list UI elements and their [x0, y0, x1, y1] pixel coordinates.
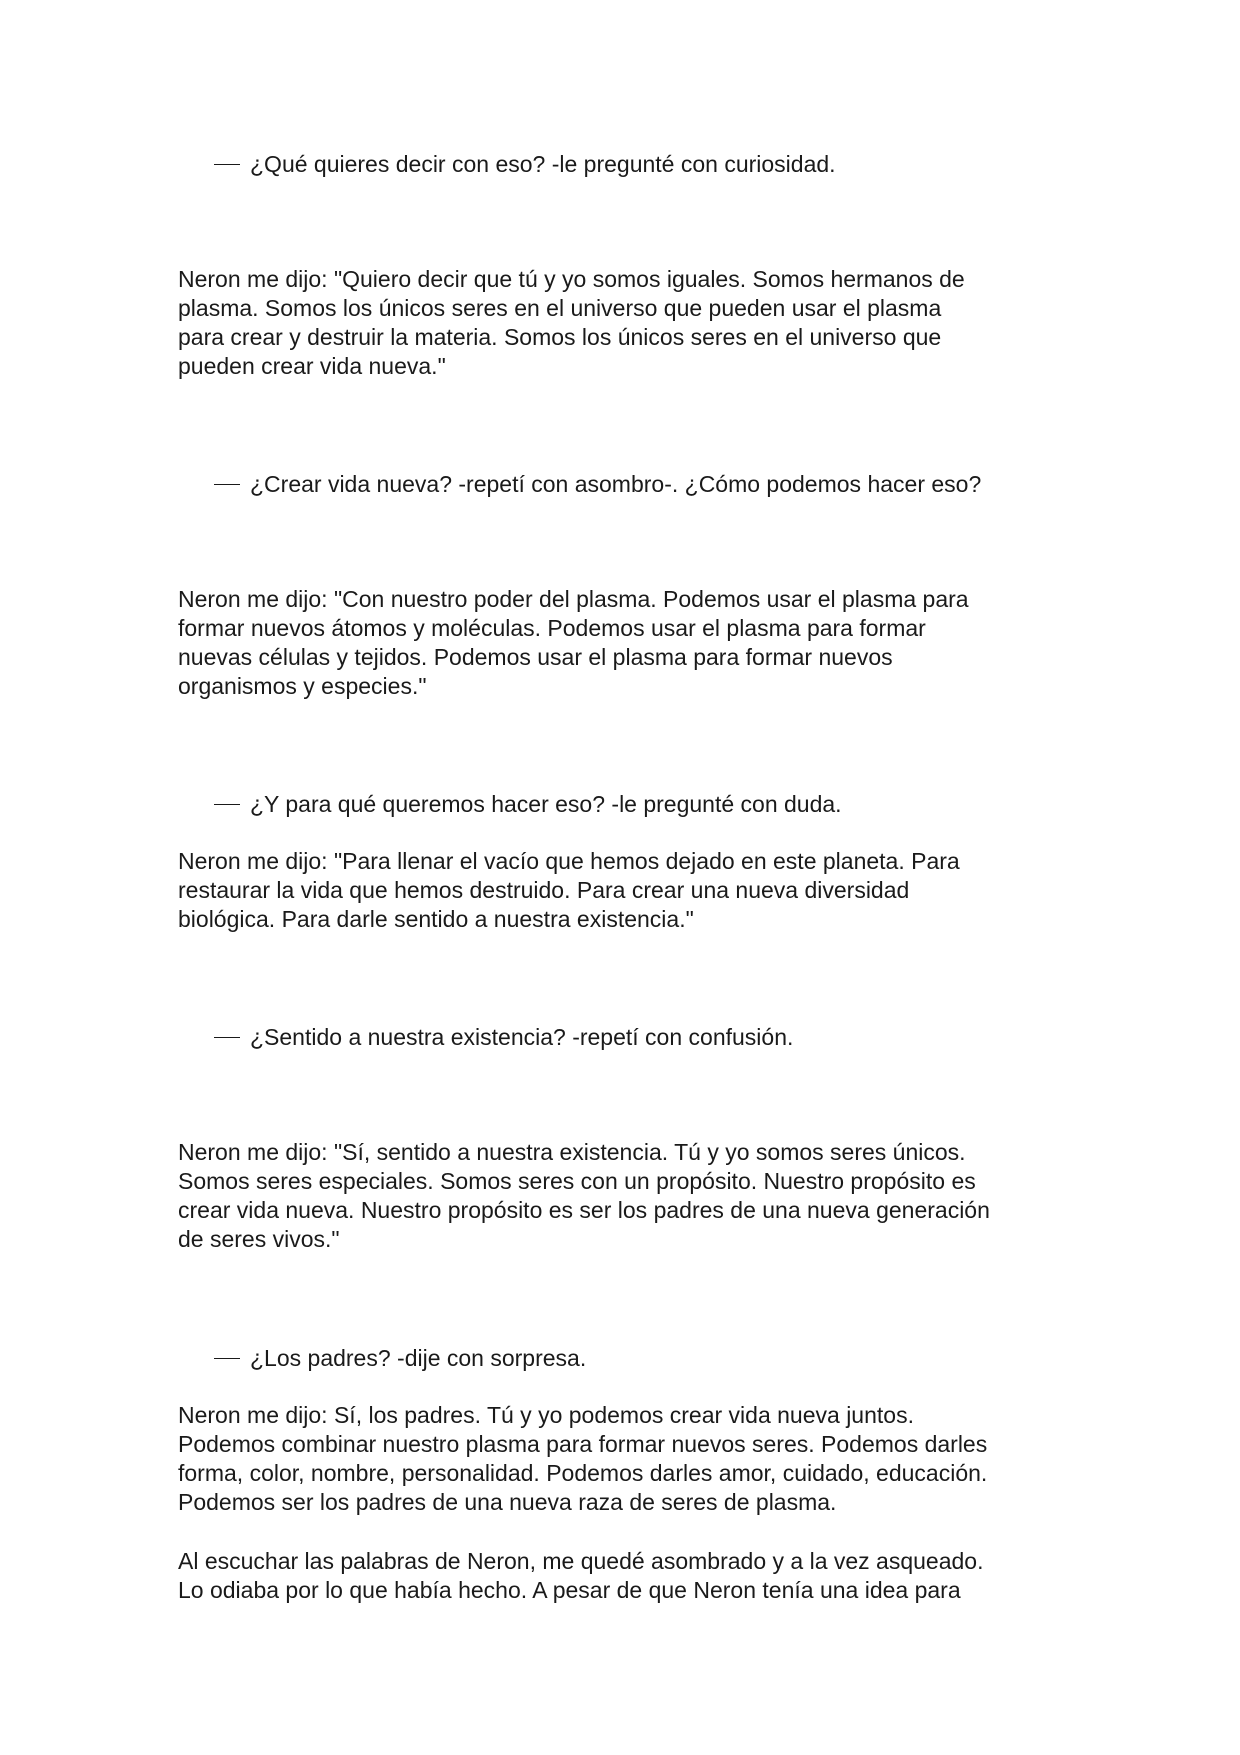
- dash-mark: [214, 1037, 240, 1038]
- dialogue-text: ¿Qué quieres decir con eso? -le pregunté con curiosidad.: [250, 151, 836, 177]
- dialogue-line: [214, 470, 981, 499]
- body-paragraph: Neron me dijo: "Quiero decir que tú y yo somos iguales. Somos hermanos de plasma. Somos los únicos seres en el universo que pueden usar el plasma para crear y destruir la materia. Somos los únicos seres en el universo que pueden crear vida nueva.": [178, 266, 965, 379]
- dash-mark: [214, 1358, 240, 1359]
- dash-mark: [214, 804, 240, 805]
- dialogue-line: [214, 1344, 586, 1373]
- dash-mark: [214, 164, 240, 165]
- dash-mark: [214, 484, 240, 485]
- dialogue-line: [214, 790, 842, 819]
- dialogue-text: ¿Y para qué queremos hacer eso? -le pregunté con duda.: [250, 791, 842, 817]
- dialogue-text: ¿Sentido a nuestra existencia? -repetí con confusión.: [250, 1024, 794, 1050]
- body-paragraph: Neron me dijo: "Sí, sentido a nuestra existencia. Tú y yo somos seres únicos. Somos seres especiales. Somos seres con un propósito. Nuestro propósito es crear vida nueva. Nuestro propósito es ser los padres de una nueva generación de seres vivos.": [178, 1139, 990, 1252]
- body-paragraph: Al escuchar las palabras de Neron, me quedé asombrado y a la vez asqueado. Lo odiaba por lo que había hecho. A pesar de que Neron tenía una idea para: [178, 1548, 984, 1603]
- body-paragraph: Neron me dijo: "Con nuestro poder del plasma. Podemos usar el plasma para formar nuevos átomos y moléculas. Podemos usar el plasma para formar nuevas células y tejidos. Podemos usar el plasma para formar nuevos organismos y especies.": [178, 586, 969, 699]
- dialogue-line: [214, 150, 836, 179]
- dialogue-line: [214, 1023, 793, 1052]
- dialogue-text: ¿Los padres? -dije con sorpresa.: [250, 1345, 587, 1371]
- body-paragraph: Neron me dijo: Sí, los padres. Tú y yo podemos crear vida nueva juntos. Podemos combinar nuestro plasma para formar nuevos seres. Podemos darles forma, color, nombre, personalidad. Podemos darles amor, cuidado, educación. Podemos ser los padres de una nueva raza de seres de plasma.: [178, 1402, 988, 1515]
- dialogue-text: ¿Crear vida nueva? -repetí con asombro-. ¿Cómo podemos hacer eso?: [250, 471, 982, 497]
- body-paragraph: Neron me dijo: "Para llenar el vacío que hemos dejado en este planeta. Para restaurar la vida que hemos destruido. Para crear una nueva diversidad biológica. Para darle sentido a nuestra existencia.": [178, 848, 960, 932]
